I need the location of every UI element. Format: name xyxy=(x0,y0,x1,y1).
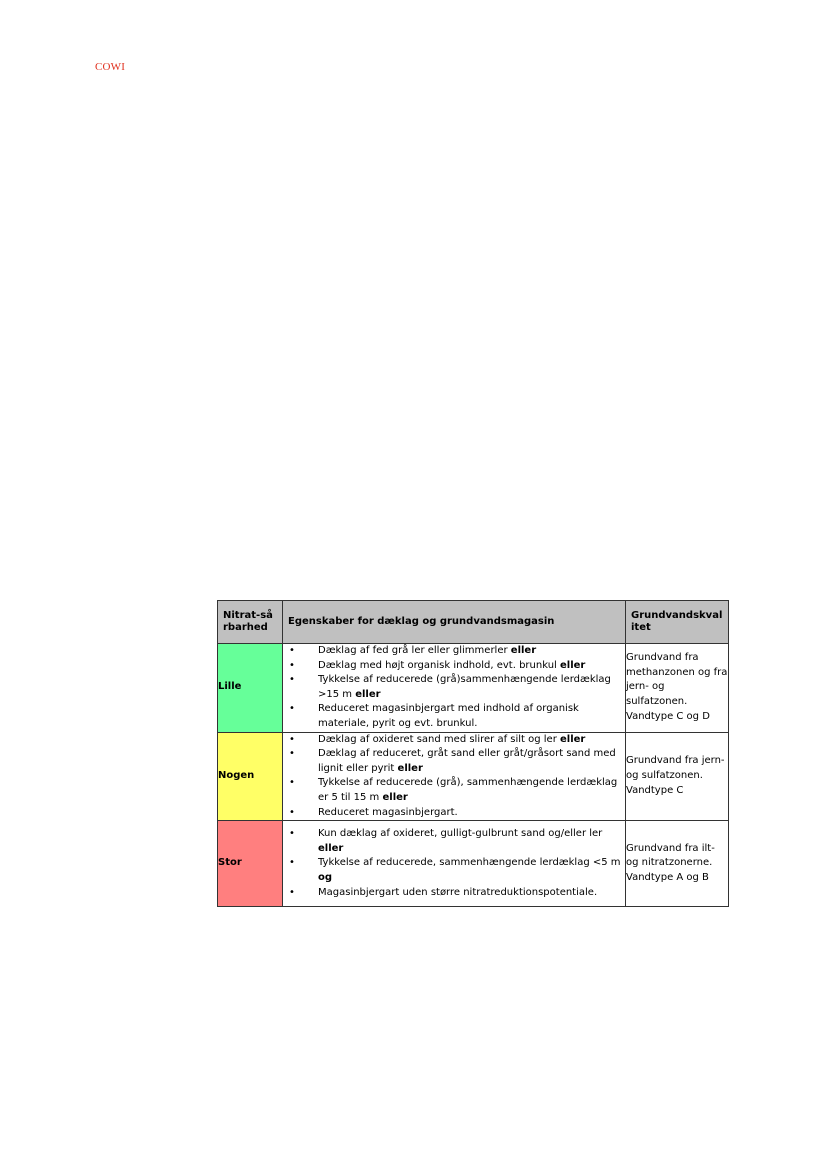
list-item xyxy=(283,776,621,805)
property-text: Dæklag med højt organisk indhold, evt. brunkul xyxy=(318,659,557,671)
groundwater-quality-cell: Grundvand fra jern- og sulfatzonen. Vandtype C xyxy=(626,732,729,821)
property-connector: eller xyxy=(510,645,537,656)
property-connector: eller xyxy=(560,733,586,745)
property-connector: eller xyxy=(382,791,408,803)
property-text: Tykkelse af reducerede, sammenhængende lerdæklag <5 m xyxy=(318,857,621,869)
bullet-icon: • xyxy=(289,857,295,869)
list-item xyxy=(283,659,621,674)
property-connector: og xyxy=(318,871,333,883)
list-item xyxy=(283,886,621,901)
properties-cell xyxy=(283,821,626,907)
properties-list xyxy=(283,827,625,900)
property-connector: eller xyxy=(397,762,423,774)
table-row xyxy=(218,732,729,821)
cowi-logo: COWI xyxy=(95,61,126,73)
vulnerability-level-lille: Lille xyxy=(218,644,283,733)
properties-list xyxy=(283,733,625,821)
bullet-icon: • xyxy=(289,703,295,715)
property-text: Dæklag af reduceret, gråt sand eller gråt/gråsort sand med lignit eller pyrit xyxy=(318,748,616,774)
property-connector: eller xyxy=(355,688,381,700)
vulnerability-level-stor: Stor xyxy=(218,821,283,907)
property-connector: eller xyxy=(560,659,586,671)
list-item xyxy=(283,702,621,731)
property-text: Tykkelse af reducerede (grå)sammenhængende lerdæklag >15 m xyxy=(318,674,611,700)
list-item xyxy=(283,747,621,776)
list-item xyxy=(283,673,621,702)
table-header-row xyxy=(218,601,729,644)
property-text: Kun dæklag af oxideret, gulligt-gulbrunt sand og/eller ler xyxy=(318,828,603,840)
table-row xyxy=(218,644,729,733)
property-text: Reduceret magasinbjergart. xyxy=(318,806,458,818)
table-row xyxy=(218,821,729,907)
bullet-icon: • xyxy=(289,659,295,671)
nitrate-vulnerability-table xyxy=(217,600,729,907)
list-item xyxy=(283,733,621,748)
bullet-icon: • xyxy=(289,674,295,686)
bullet-icon: • xyxy=(289,645,295,656)
properties-cell xyxy=(283,644,626,733)
bullet-icon: • xyxy=(289,828,295,840)
list-item xyxy=(283,856,621,885)
properties-list xyxy=(283,644,625,732)
property-connector: eller xyxy=(318,842,344,854)
list-item xyxy=(283,827,621,856)
property-text: Dæklag af oxideret sand med slirer af silt og ler xyxy=(318,733,557,745)
bullet-icon: • xyxy=(289,777,295,789)
bullet-icon: • xyxy=(289,748,295,760)
vulnerability-level-nogen: Nogen xyxy=(218,732,283,821)
bullet-icon: • xyxy=(289,806,295,818)
groundwater-quality-cell: Grundvand fra ilt- og nitratzonerne. Vandtype A og B xyxy=(626,821,729,907)
header-groundwater-quality: Grundvandskvalitet xyxy=(626,601,729,644)
list-item xyxy=(283,806,621,821)
bullet-icon: • xyxy=(289,733,295,745)
property-text: Dæklag af fed grå ler eller glimmerler xyxy=(318,645,508,656)
header-nitrate-vulnerability: Nitrat-sårbarhed xyxy=(218,601,283,644)
property-text: Tykkelse af reducerede (grå), sammenhængende lerdæklag er 5 til 15 m xyxy=(318,777,618,803)
property-text: Reduceret magasinbjergart med indhold af organisk materiale, pyrit og evt. brunkul. xyxy=(318,703,579,729)
groundwater-quality-cell: Grundvand fra methanzonen og fra jern- og sulfatzonen. Vandtype C og D xyxy=(626,644,729,733)
bullet-icon: • xyxy=(289,886,295,898)
property-text: Magasinbjergart uden større nitratreduktionspotentiale. xyxy=(318,886,598,898)
list-item xyxy=(283,644,621,659)
header-properties: Egenskaber for dæklag og grundvandsmagasin xyxy=(283,601,626,644)
properties-cell xyxy=(283,732,626,821)
